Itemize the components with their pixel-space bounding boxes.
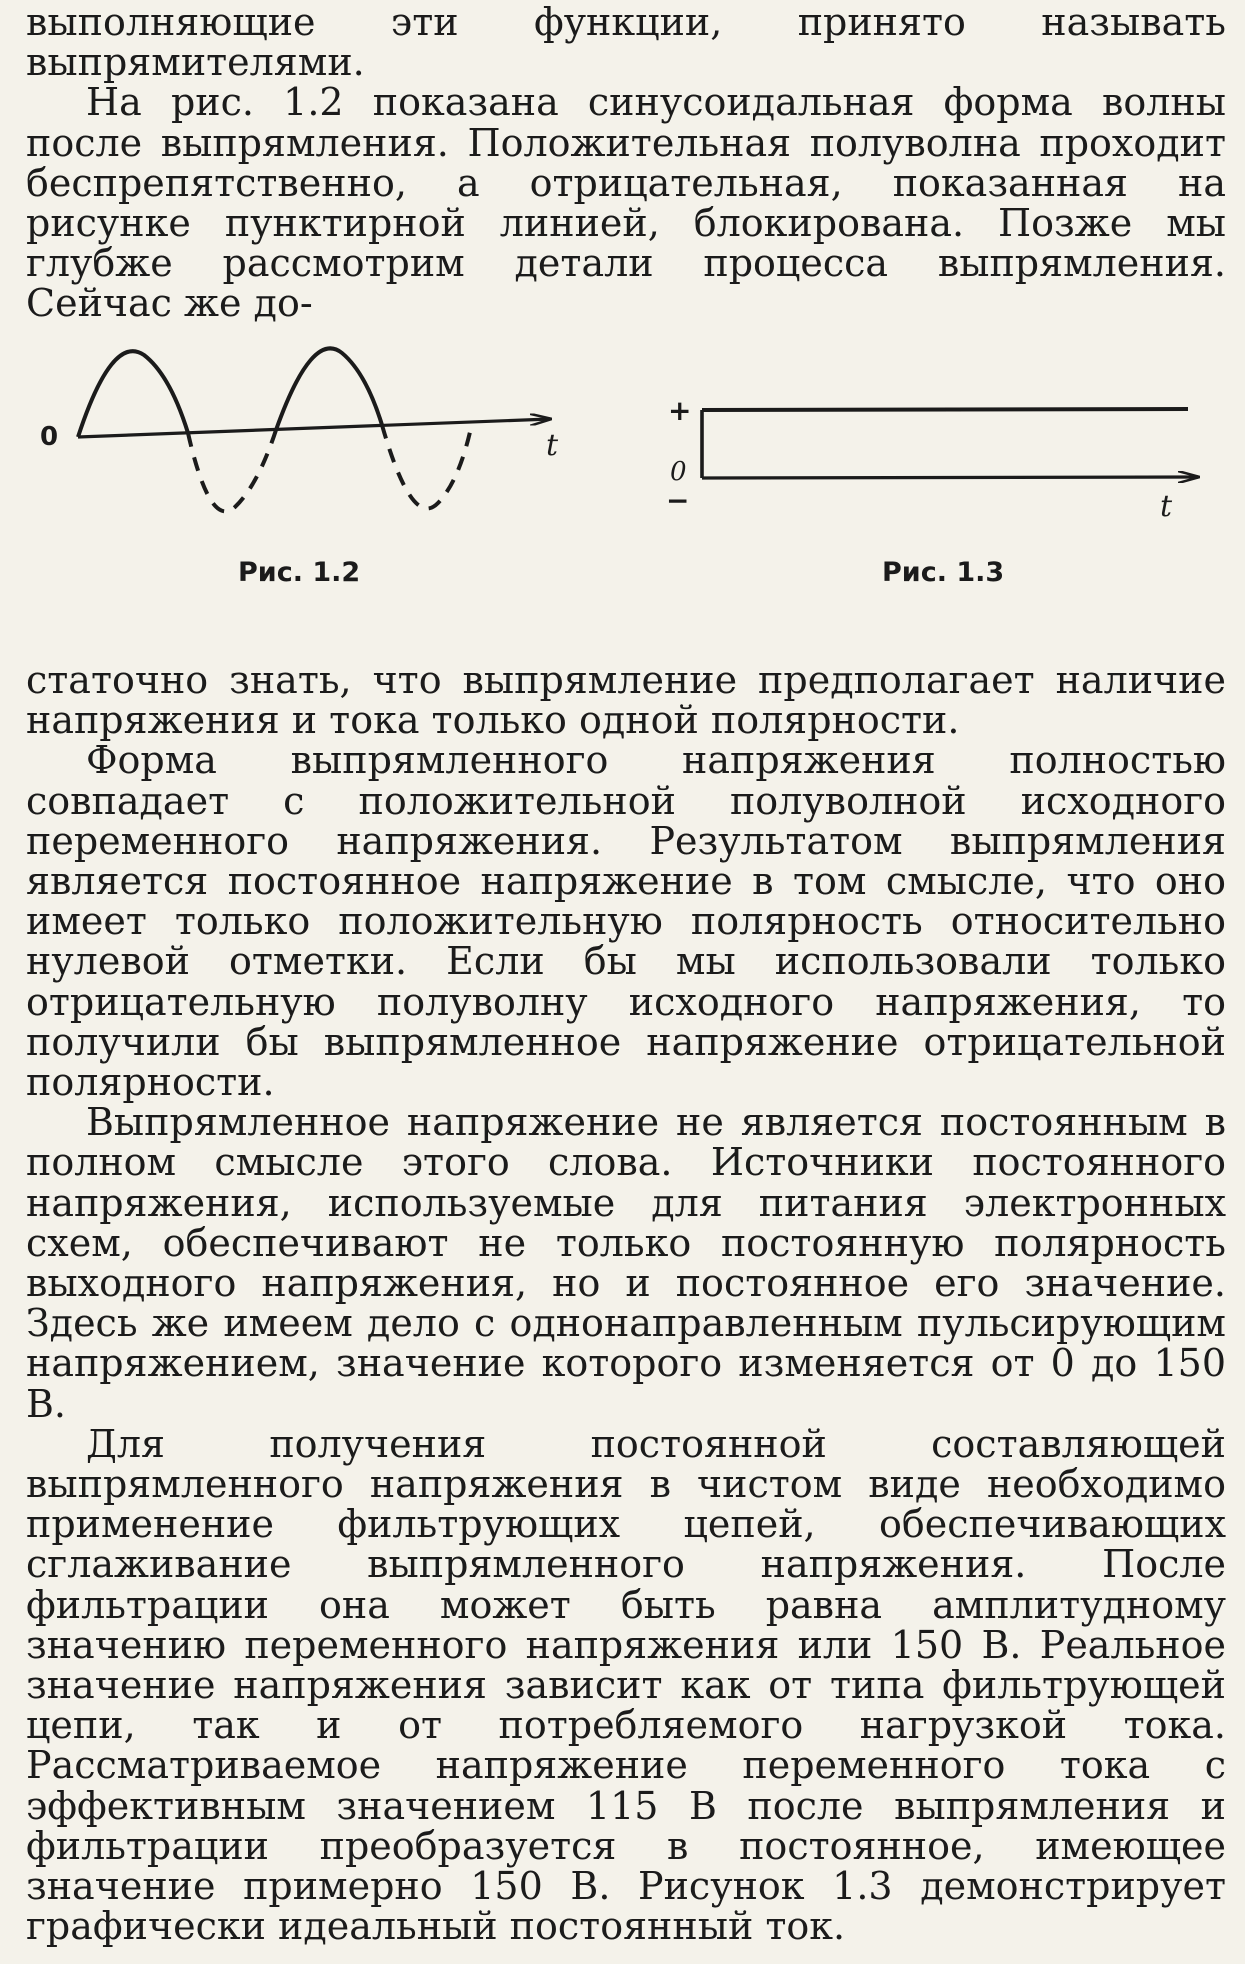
figure-1-2-caption: Рис. 1.2 <box>238 557 361 588</box>
dc-level-line <box>702 409 1188 410</box>
bottom-text-block <box>26 660 1226 1947</box>
negative-half-wave-1 <box>188 430 276 511</box>
fig13-zero-label: 0 <box>670 457 687 487</box>
figure-1-2-graph <box>20 335 580 535</box>
fig13-minus-label: − <box>666 484 690 517</box>
time-axis <box>702 477 1198 478</box>
paragraph-polarity: статочно знать, что выпрямление предполагает наличие напряжения и тока только одной полярности. <box>26 658 1226 743</box>
figure-1-3-caption: Рис. 1.3 <box>882 557 1005 588</box>
paragraph-continuation: выполняющие эти функции, принято называть выпрямителями. <box>26 0 1226 85</box>
fig13-plus-label: + <box>668 394 692 427</box>
paragraph-rectified-shape: Форма выпрямленного напряжения полностью совпадает с положительной полуволной исходного переменного напряжения. Результатом выпрямления является постоянное напряжение в том смысле, что оно имеет только положительную полярность относительно нулевой отметки. Если бы мы использовали только отрицательную полуволну исходного напряжения, то получили бы выпрямленное напряжение отрицательной полярности. <box>26 738 1226 1105</box>
paragraph-fig-reference: На рис. 1.2 показана синусоидальная форма волны после выпрямления. Положительная полуволна проходит беспрепятственно, а отрицательная, показанная на рисунке пунктирной линией, блокирована. Позже мы глубже рассмотрим детали процесса выпрямления. Сейчас же до- <box>26 80 1226 326</box>
positive-half-wave-1 <box>78 351 188 437</box>
paragraph-filtering: Для получения постоянной составляющей выпрямленного напряжения в чистом виде необходимо применение фильтрующих цепей, обеспечивающих сглаживание выпрямленного напряжения. После фильтрации она может быть равна амплитудному значению переменного напряжения или 150 В. Реальное значение напряжения зависит как от типа фильтрующей цепи, так и от потребляемого нагрузкой тока. Рассматриваемое напряжение переменного тока с эффективным значением 115 В после выпрямления и фильтрации преобразуется в постоянное, имеющее значение примерно 150 В. Рисунок 1.3 демонстрирует графически идеальный постоянный ток. <box>26 1421 1226 1949</box>
fig12-zero-label: 0 <box>40 422 59 452</box>
figure-1-2 <box>20 335 580 595</box>
paragraph-pulsating: Выпрямленное напряжение не является постоянным в полном смысле этого слова. Источники постоянного напряжения, используемые для питания электронных схем, обеспечивают не только постоянную полярность выходного напряжения, но и постоянное его значение. Здесь же имеем дело с однонаправленным пульсирующим напряжением, значение которого изменяется от 0 до 150 В. <box>26 1100 1226 1426</box>
time-axis <box>78 419 550 437</box>
fig12-time-label: t <box>546 428 559 463</box>
figure-1-3 <box>650 380 1210 595</box>
figure-1-3-graph <box>650 380 1210 540</box>
fig13-time-label: t <box>1160 489 1173 524</box>
negative-half-wave-2 <box>382 423 472 509</box>
positive-half-wave-2 <box>276 348 382 430</box>
top-text-block <box>26 2 1226 324</box>
